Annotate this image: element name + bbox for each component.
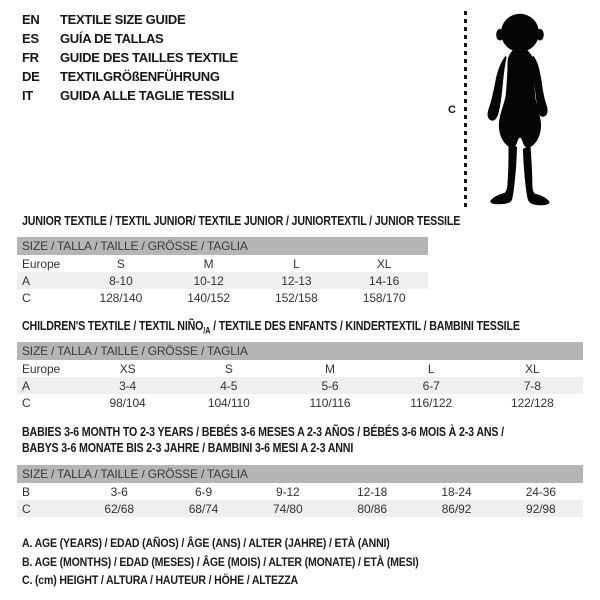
size-cell: 3-4 xyxy=(119,378,137,393)
row-label: C xyxy=(22,395,31,410)
language-title: TEXTILGRÖßENFÜHRUNG xyxy=(60,69,220,84)
size-cell: 10-12 xyxy=(193,273,224,288)
table-row xyxy=(17,272,428,289)
size-cell: S xyxy=(116,256,125,271)
row-label: A xyxy=(22,378,30,393)
size-cell: 5-6 xyxy=(321,378,339,393)
language-row xyxy=(22,10,238,29)
size-cell: 3-6 xyxy=(110,484,128,499)
size-cell: 128/140 xyxy=(99,290,143,305)
table-row xyxy=(17,483,583,500)
size-cell: 80/86 xyxy=(357,501,387,516)
size-table-grid xyxy=(17,483,583,517)
size-cell: 12-13 xyxy=(281,273,312,288)
size-header-bar: SIZE / TALLA / TAILLE / GRÖSSE / TAGLIA xyxy=(17,465,583,483)
language-code: DE xyxy=(22,69,40,84)
table-row xyxy=(17,360,583,377)
size-cell: 152/158 xyxy=(275,290,318,305)
section-heading-babies: BABIES 3-6 MONTH TO 2-3 YEARS / BEBÉS 3-6 MESES A 2-3 AÑOS / BÉBÉS 3-6 MOIS À 2-3 ANS / BABYS 3-6 MONATE BIS 2-3 JAHRE / BAMBINI 3-6 MESI A 2-3 ANNI xyxy=(22,424,504,455)
size-cell: 18-24 xyxy=(441,484,472,499)
size-cell: 6-7 xyxy=(422,378,440,393)
language-title: GUIDE DES TAILLES TEXTILE xyxy=(60,50,238,65)
row-label: B xyxy=(22,484,30,499)
language-row xyxy=(22,48,238,67)
size-cell: M xyxy=(203,256,214,271)
language-code: EN xyxy=(22,12,40,27)
size-cell: 74/80 xyxy=(273,501,303,516)
size-cell: 98/104 xyxy=(109,395,146,410)
size-header-bar: SIZE / TALLA / TAILLE / GRÖSSE / TAGLIA xyxy=(17,342,583,360)
size-cell: 86/92 xyxy=(441,501,472,516)
size-cell: 9-12 xyxy=(276,484,300,499)
size-cell: 104/110 xyxy=(207,395,250,410)
language-code: IT xyxy=(22,88,33,103)
size-cell: XL xyxy=(376,256,392,271)
measure-label-c: C xyxy=(448,104,456,116)
dashed-measure-line xyxy=(464,11,467,209)
size-cell: XS xyxy=(119,361,136,376)
size-cell: 12-18 xyxy=(357,484,388,499)
size-cell: L xyxy=(293,256,300,271)
size-cell: 8-10 xyxy=(109,273,133,288)
language-row xyxy=(22,86,238,105)
language-title: GUÍA DE TALLAS xyxy=(60,31,164,46)
size-cell: 7-8 xyxy=(523,378,541,393)
junior-size-table xyxy=(17,237,428,306)
size-cell: 110/116 xyxy=(309,395,351,410)
footnote-c: C. (cm) HEIGHT / ALTURA / HAUTEUR / HÖHE / ALTEZZA xyxy=(22,573,298,587)
size-cell: 62/68 xyxy=(104,501,134,516)
size-cell: L xyxy=(427,361,435,376)
row-label: Europe xyxy=(22,361,61,376)
table-row xyxy=(17,377,583,394)
language-legend xyxy=(22,10,238,105)
size-cell: 158/170 xyxy=(362,290,406,305)
table-row xyxy=(17,500,583,517)
size-cell: 140/152 xyxy=(187,290,230,305)
footnote-b: B. AGE (MONTHS) / EDAD (MESES) / ÂGE (MOIS) / ALTER (MONATE) / ETÀ (MESI) xyxy=(22,554,419,569)
heading-subscript: /A xyxy=(203,325,211,336)
row-label: C xyxy=(22,501,31,516)
section-heading-children: CHILDREN'S TEXTILE / TEXTIL $NIÑO_{/A}$ / TEXTILE DES ENFANTS / KINDERTEXTIL / BAMBINI TESSILE xyxy=(22,318,520,336)
toddler-silhouette-icon xyxy=(477,10,561,210)
table-row xyxy=(17,255,428,272)
row-label: C xyxy=(22,290,31,305)
size-cell: XL xyxy=(525,361,540,376)
language-code: ES xyxy=(22,31,39,46)
children-size-table xyxy=(17,342,583,411)
size-cell: M xyxy=(325,361,335,376)
footnote-a: A. AGE (YEARS) / EDAD (AÑOS) / ÂGE (ANS) / ALTER (JAHRE) / ETÀ (ANNI) xyxy=(22,536,390,550)
row-label: Europe xyxy=(22,256,61,271)
size-cell: 68/74 xyxy=(188,501,219,516)
size-guide-content xyxy=(17,214,583,590)
footnotes xyxy=(22,534,583,590)
size-cell: 122/128 xyxy=(511,395,554,410)
size-cell: 14-16 xyxy=(369,273,400,288)
language-row xyxy=(22,29,238,48)
language-title: GUIDA ALLE TAGLIE TESSILI xyxy=(60,88,235,103)
table-row xyxy=(17,394,583,411)
section-heading-junior: JUNIOR TEXTILE / TEXTIL JUNIOR/ TEXTILE JUNIOR / JUNIORTEXTIL / JUNIOR TESSILE xyxy=(22,213,461,228)
size-header-bar: SIZE / TALLA / TAILLE / GRÖSSE / TAGLIA xyxy=(17,237,428,255)
size-table-grid xyxy=(17,360,583,411)
babies-size-table xyxy=(17,465,583,517)
measurement-figure xyxy=(448,8,588,212)
size-table-grid xyxy=(17,255,428,306)
language-title: TEXTILE SIZE GUIDE xyxy=(60,12,186,27)
table-row xyxy=(17,289,428,306)
size-cell: 6-9 xyxy=(194,484,213,499)
size-cell: S xyxy=(224,361,233,376)
language-code: FR xyxy=(22,50,39,65)
language-row xyxy=(22,67,238,86)
size-cell: 92/98 xyxy=(526,501,556,516)
size-cell: 116/122 xyxy=(410,395,453,410)
size-cell: 4-5 xyxy=(220,378,238,393)
row-label: A xyxy=(22,273,30,288)
size-cell: 24-36 xyxy=(525,484,556,499)
